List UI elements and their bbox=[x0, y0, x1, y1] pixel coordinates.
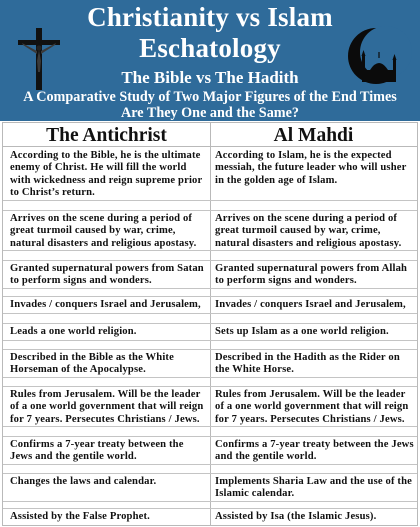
antichrist-cell: Arrives on the scene during a period of great turmoil caused by war, crime, natural disasters and religious apostasy. bbox=[10, 213, 197, 249]
antichrist-cell: According to the Bible, he is the ultimate enemy of Christ. He will fill the world with wickedness and reign supreme prior to Christ’s return. bbox=[10, 150, 203, 199]
comparison-table bbox=[2, 122, 418, 526]
table-row bbox=[3, 261, 417, 289]
mahdi-cell: Sets up Islam as a one world religion. bbox=[215, 326, 389, 337]
table-row bbox=[3, 509, 417, 525]
title-line-2: Eschatology bbox=[139, 33, 281, 63]
antichrist-cell: Described in the Bible as the White Horseman of the Apocalypse. bbox=[10, 352, 174, 376]
tagline-line-1: A Comparative Study of Two Major Figures of the End Times bbox=[23, 89, 397, 105]
mahdi-cell: Invades / conquers Israel and Jerusalem, bbox=[215, 299, 406, 310]
antichrist-cell: Granted supernatural powers from Satan to perform signs and wonders. bbox=[10, 263, 204, 287]
tagline bbox=[0, 89, 420, 121]
mahdi-cell: According to Islam, he is the expected messiah, the future leader who will usher in the golden age of Islam. bbox=[215, 150, 407, 186]
table-row bbox=[3, 437, 417, 465]
table-row bbox=[3, 474, 417, 502]
col-antichrist-heading: The Antichrist bbox=[46, 125, 167, 146]
mahdi-cell: Confirms a 7-year treaty between the Jews and the gentile world. bbox=[215, 439, 414, 463]
mahdi-cell: Rules from Jerusalem. Will be the leader of a one world government that will reign for 7 years. Persecutes Christians / Jews. bbox=[215, 389, 409, 425]
antichrist-cell: Assisted by the False Prophet. bbox=[10, 511, 150, 522]
tagline-line-2: Are They One and the Same? bbox=[120, 105, 299, 121]
col-mahdi-heading: Al Mahdi bbox=[273, 125, 354, 146]
table-row bbox=[3, 211, 417, 251]
table-row bbox=[3, 350, 417, 378]
antichrist-cell: Leads a one world religion. bbox=[10, 326, 137, 337]
table-row bbox=[3, 148, 417, 201]
mahdi-cell: Assisted by Isa (the Islamic Jesus). bbox=[215, 511, 377, 522]
table-row bbox=[3, 324, 417, 341]
antichrist-cell: Changes the laws and calendar. bbox=[10, 476, 157, 487]
table-row bbox=[3, 297, 417, 314]
header-banner bbox=[0, 0, 420, 121]
mahdi-cell: Granted supernatural powers from Allah to perform signs and wonders. bbox=[215, 263, 408, 287]
table-row bbox=[3, 387, 417, 427]
antichrist-cell: Confirms a 7-year treaty between the Jews and the gentile world. bbox=[10, 439, 184, 463]
mahdi-cell: Implements Sharia Law and the use of the Islamic calendar. bbox=[215, 476, 412, 500]
subtitle: The Bible vs The Hadith bbox=[121, 68, 299, 87]
antichrist-cell: Invades / conquers Israel and Jerusalem, bbox=[10, 299, 201, 310]
mahdi-cell: Described in the Hadith as the Rider on the White Horse. bbox=[215, 352, 400, 376]
antichrist-cell: Rules from Jerusalem. Will be the leader of a one world government that will reign for 7 years. Persecutes Christians / Jews. bbox=[10, 389, 204, 425]
title-line-1: Christianity vs Islam bbox=[87, 2, 333, 32]
mahdi-cell: Arrives on the scene during a period of great turmoil caused by war, crime, natural disasters and religious apostasy. bbox=[215, 213, 402, 249]
